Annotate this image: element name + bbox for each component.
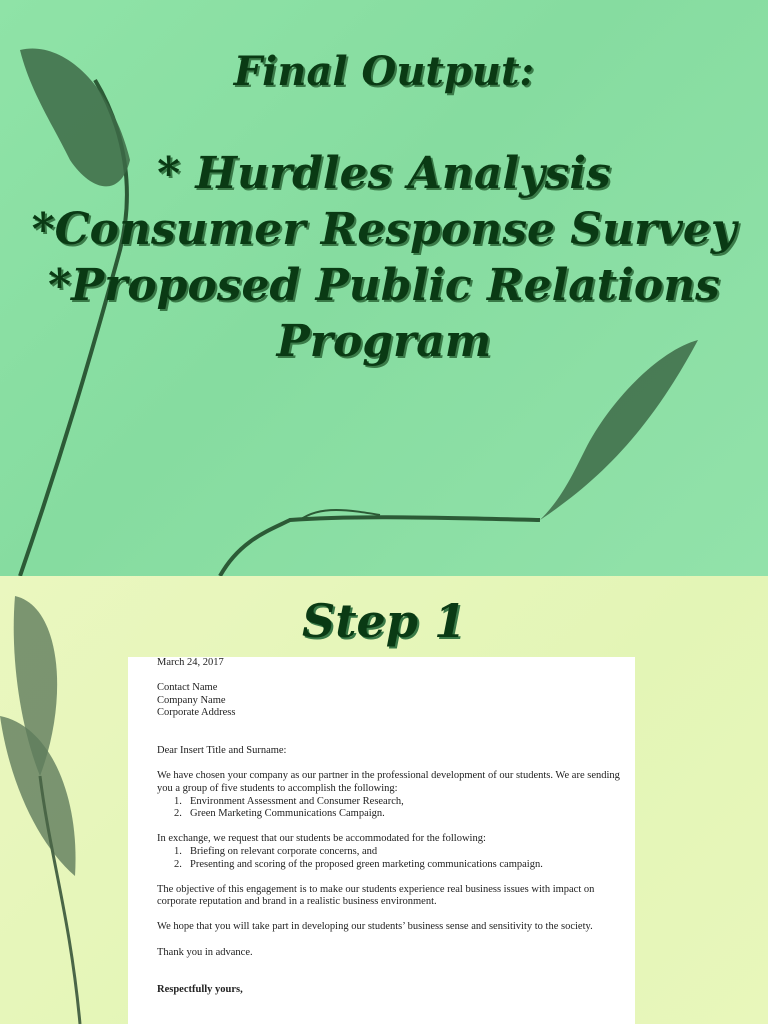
paragraph-2: In exchange, we request that our students be accommodated for the following: — [157, 833, 486, 845]
list-item: 2. Green Marketing Communications Campaign. — [174, 808, 385, 820]
letter-document — [128, 657, 635, 1024]
paragraph-1: We have chosen your company as our partner in the professional development of our students. We are sending you a group of five students to accomplish the following: — [157, 770, 620, 794]
output-line-program: Program — [276, 316, 492, 367]
step-title: Step 1 — [302, 594, 466, 648]
company-name: Company Name — [157, 694, 226, 706]
list-item: 1. Briefing on relevant corporate concerns, and — [174, 845, 378, 857]
closing-line: Respectfully yours, — [157, 984, 243, 996]
list-item: 2. Presenting and scoring of the proposed green marketing communications campaign. — [174, 858, 543, 870]
paragraph-4: We hope that you will take part in developing our students’ business sense and sensitivity to the society. — [157, 921, 593, 933]
output-line-survey: *Consumer Response Survey — [31, 204, 737, 255]
slide-title: Final Output: — [233, 48, 535, 95]
letter-date: March 24, 2017 — [157, 657, 224, 668]
corporate-address: Corporate Address — [157, 707, 236, 719]
salutation: Dear Insert Title and Surname: — [157, 745, 287, 757]
output-line-hurdles: * Hurdles Analysis — [157, 148, 611, 199]
output-line-pr: *Proposed Public Relations — [48, 260, 720, 311]
contact-name: Contact Name — [157, 682, 218, 694]
paragraph-3: The objective of this engagement is to make our students experience real business issues with impact on corporate reputation and brand in a realistic business environment. — [157, 883, 595, 908]
thanks-line: Thank you in advance. — [157, 946, 253, 958]
list-item: 1. Environment Assessment and Consumer Research, — [174, 795, 404, 807]
